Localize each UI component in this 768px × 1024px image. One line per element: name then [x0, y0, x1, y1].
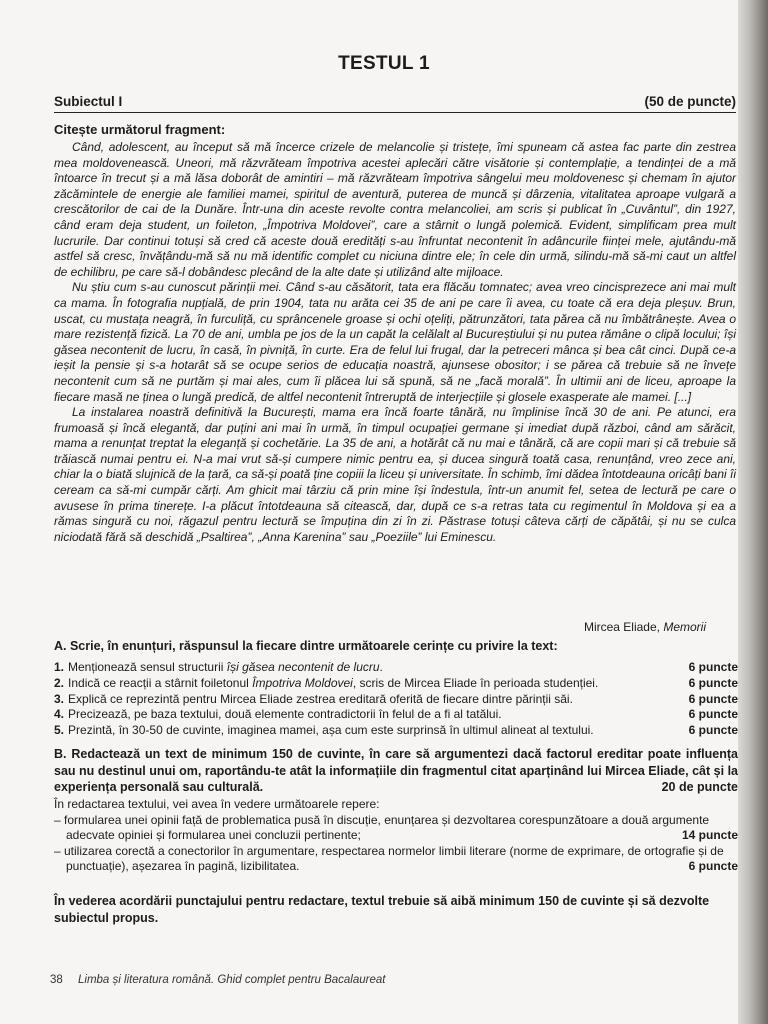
requirement-item: [54, 844, 738, 875]
requirement-points: 6 puncte: [688, 859, 738, 873]
task-item: [54, 676, 738, 692]
requirements: [54, 797, 738, 875]
fragment-source: [584, 620, 706, 634]
source-work: Memorii: [663, 620, 706, 634]
section-b: [54, 746, 738, 796]
task-text: [54, 676, 598, 692]
task-text-part: .: [379, 660, 383, 674]
task-text: [54, 707, 502, 723]
task-number: 4.: [54, 707, 65, 722]
page-footer: [50, 974, 385, 986]
page-title: TESTUL 1: [338, 53, 430, 74]
task-points: 6 puncte: [688, 723, 738, 738]
subject-header: [54, 94, 736, 113]
page-binding-edge: [738, 0, 768, 1024]
task-list: [54, 660, 738, 739]
fragment-paragraph: Când, adolescent, au început să mă încerce crizele de melancolie și tristețe, îmi spuneam că astea fac parte din zestrea mea moldovenească. Uneori, mă răzvrăteam împotriva acestei aplecări către visătorie și contemplație, a tendinței de a mă întoarce în trecut și a mă lăsa doborât de amintiri – mă răzvrăteam împotriva sângelui meu moldovenesc și chemam în ajutor zăcămintele de energie ale familiei mamei, spiritul de aventură, puterea de muncă și dârzenia, vitalitatea aproape vulgară a crescătorilor de cai de la Dunăre. Într-una din aceste revolte contra melancoliei, am scris și publicat în „Cuvântul”, din 1927, când eram deja student, un foileton, „Împotriva Moldovei”, care a stârnit o lungă polemică. Evident, simplificam prea mult lucrurile. Dar continui totuși să cred că aceste două eredități s-au înfruntat necontenit în adâncurile ființei mele, ajutându-mă astfel să cresc, învățându-mă să nu mă identific complet cu niciuna dintre ele; în cele din urmă, silindu-mă să-mi caut un altfel de echilibru, pe care să-l dobândesc plecând de la alte date și utilizând alte mijloace.: [54, 140, 736, 279]
task-text-part: Explică ce reprezintă pentru Mircea Eliade zestrea ereditară oferită de fiecare dintre părinții săi.: [68, 691, 573, 706]
source-author: Mircea Eliade,: [583, 620, 660, 634]
book-title: Limba și literatura română. Ghid complet pentru Bacalaureat: [78, 974, 386, 986]
literary-fragment: [54, 140, 736, 545]
task-item: [54, 707, 738, 723]
task-quote: Împotriva Moldovei: [252, 675, 353, 690]
task-number: 2.: [54, 675, 65, 690]
reading-instruction: Citește următorul fragment:: [54, 122, 226, 137]
task-number: 1.: [54, 660, 65, 674]
requirement-points: 14 puncte: [681, 828, 738, 842]
task-item: [54, 660, 738, 676]
task-number: 3.: [54, 691, 65, 706]
subject-label: Subiectul I: [54, 94, 123, 109]
fragment-paragraph: La instalarea noastră definitivă la București, mama era încă foarte tânără, nu împlinise încă 30 de ani. Pe atunci, era frumoasă și încă elegantă, dar puțini ani mai în urmă, în timpul ocupației germane și imediat după război, când am sărăcit, mama a renunțat treptat la eleganță și cochetărie. La 35 de ani, a hotărât că nu mai e tânără, că are copii mari și că trebuie să trăiască numai pentru ei. N-a mai vrut să-și cumpere nimic pentru ea, și ducea singură toată casa, renunțând, vreo zece ani, chiar la o biată slujnică de la țară, ca să-și poată ține copiii la liceu și universitate. În schimb, îmi dădea întotdeauna oricâți bani îi ceream ca să-mi cumpăr cărți. Am ghicit mai târziu că prin mine își îndestula, într-un anumit fel, setea de lectură pe care o avusese în prima tinerețe. I-a plăcut întotdeauna să citească, dar, după ce s-a retras tata cu regimentul în Moldova și ea a rămas singură cu noi, răgazul pentru lectură se împuțina din zi în zi. Păstrase totuși câteva cărți de căpătâi, și nu se culca niciodată fără să deschidă „Psaltirea”, „Anna Karenina” sau „Poeziile” lui Eminescu.: [54, 405, 736, 544]
subject-points: (50 de puncte): [644, 94, 736, 109]
task-points: 6 puncte: [688, 707, 738, 722]
section-a-title: A. Scrie, în enunțuri, răspunsul la fiecare dintre următoarele cerințe cu privire la text:: [54, 639, 558, 653]
requirement-item: [54, 813, 738, 844]
requirement-text: – formularea unei opinii față de problematica pusă în discuție, enunțarea și dezvoltarea corespunzătoare a două argumente adecvate opiniei și formularea unei concluzii pertinente;: [54, 812, 710, 842]
requirement-text: – utilizarea corectă a conectorilor în argumentare, respectarea normelor limbii literare (norme de exprimare, de ortografie și de punctuație), așezarea în pagină, lizibilitatea.: [54, 843, 724, 873]
section-b-points: 20 de puncte: [661, 780, 738, 794]
task-text: [54, 660, 383, 676]
task-points: 6 puncte: [688, 675, 738, 690]
task-text: [54, 723, 594, 739]
section-b-text: B. Redactează un text de minimum 150 de cuvinte, în care să argumentezi dacă factorul ereditar poate influența sau nu destinul unui om, raportându-te atât la informațiile din fragmentul citat aparținând lui Mircea Eliade, cât și la experiența personală sau culturală.: [54, 747, 738, 794]
task-number: 5.: [54, 723, 65, 738]
task-points: 6 puncte: [688, 660, 738, 674]
task-text-part: Indică ce reacții a stârnit foiletonul: [68, 675, 253, 690]
task-points: 6 puncte: [688, 691, 738, 706]
task-text-part: Menționează sensul structurii: [68, 660, 227, 674]
task-text-part: Prezintă, în 30-50 de cuvinte, imaginea mamei, așa cum este surprinsă în ultimul alineat al textului.: [68, 723, 594, 738]
page-number: 38: [50, 974, 63, 986]
fragment-paragraph: Nu știu cum s-au cunoscut părinții mei. Când s-au căsătorit, tata era flăcău tomnatec; avea vreo cincisprezece ani mai mult ca mama. În fotografia nupțială, de prin 1904, tata nu arăta cei 35 de ani pe care îi avea, cu toate că era deja pleșuv. Brun, uscat, cu mustața neagră, în furculiță, cu sprâncenele groase și ochi oțeliți, pătrunzători, tata părea că nu îmbătrânește. Avea o mare rezistență fizică. La 70 de ani, umbla pe jos de la un capăt la celălalt al Bucureștiului și nu putea rămâne o clipă locului; își găsea necontenit de lucru, în casă, în pivniță, în curte. Era de felul lui frugal, dar la petreceri mânca și bea cât cinci. După ce-a ieșit la pensie și s-a hotarât să se ocupe serios de educația noastră, ajunsese obositor; i se părea că trebuie să ne învețe necontenit cum să ne purtăm și mai ales, cum îi plăcea lui să spună, să ne „facă morală”. În ultimii ani de liceu, aproape la fiecare masă ne ținea o lungă predică, de altfel necontenit întreruptă de interjecțiile și glosele exasperate ale mamei. [...]: [54, 280, 736, 404]
task-item: [54, 723, 738, 739]
scoring-note: În vederea acordării punctajului pentru redactare, textul trebuie să aibă minimum 150 de cuvinte și să dezvolte subiectul propus.: [54, 894, 710, 925]
task-text: [54, 692, 573, 708]
requirements-intro: În redactarea textului, vei avea în vedere următoarele repere:: [54, 797, 380, 811]
task-quote: își găsea necontenit de lucru: [226, 660, 380, 674]
task-text-part: , scris de Mircea Eliade în perioada studenției.: [352, 675, 599, 690]
task-text-part: Precizează, pe baza textului, două elemente contradictorii în felul de a fi al tatălui.: [68, 707, 502, 722]
task-item: [54, 692, 738, 708]
